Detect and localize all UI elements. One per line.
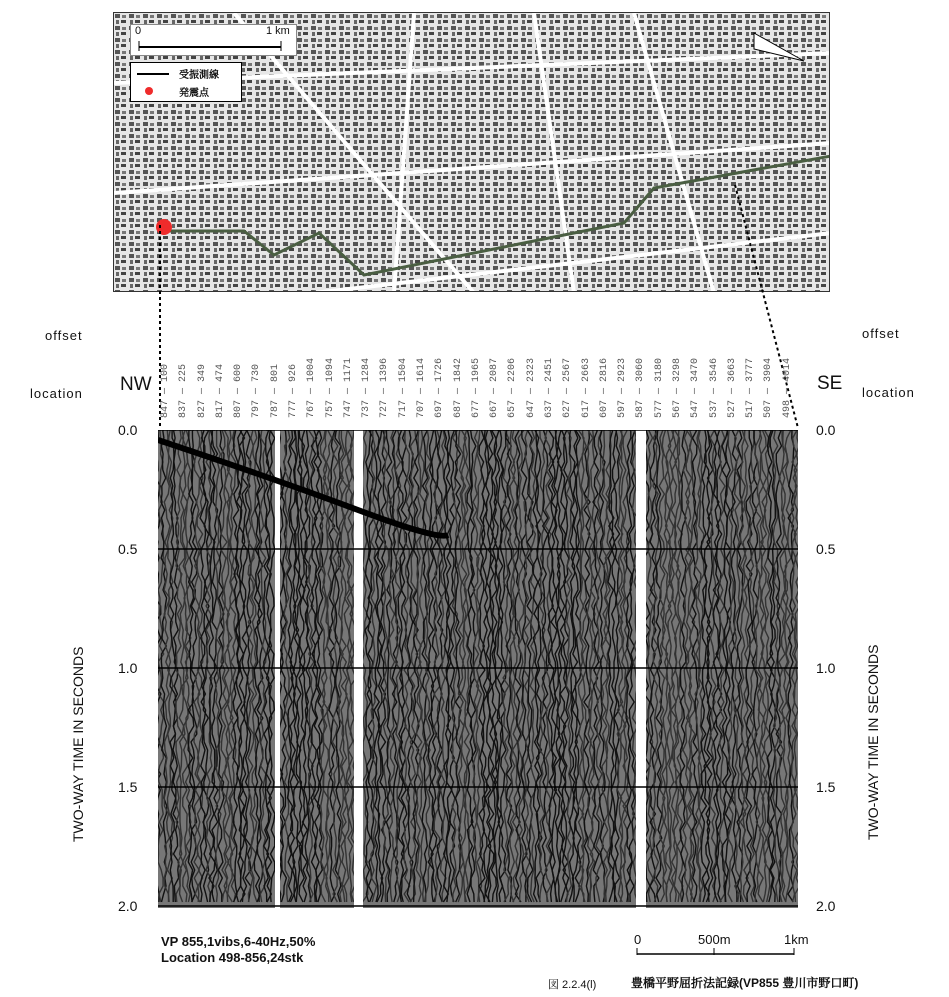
trace-label-text: 717 — 1504 [397, 357, 409, 418]
trace-label-text: 797 — 730 [251, 363, 263, 418]
trace-label-text: 577 — 3180 [653, 357, 665, 418]
time-tick: 1.5 [118, 779, 138, 795]
trace-label-text: 627 — 2567 [562, 357, 574, 418]
time-tick: 2.0 [118, 898, 138, 914]
time-tick: 1.5 [816, 779, 836, 795]
section-scale-bar [634, 932, 809, 956]
trace-label-text: 647 — 2323 [525, 357, 537, 418]
trace-label-text: 837 — 225 [178, 363, 190, 418]
trace-label-text: 777 — 926 [288, 363, 299, 418]
acquisition-params: VP 855,1vibs,6-40Hz,50% [161, 934, 316, 949]
trace-label-text: 757 — 1094 [324, 357, 336, 418]
legend-receiver-line: 受振測線 [179, 70, 219, 81]
trace-label-text: 637 — 2451 [544, 357, 555, 418]
time-tick: 1.0 [816, 660, 836, 676]
trace-label-text: 677 — 1965 [470, 357, 482, 418]
location-params: Location 498-856,24stk [161, 950, 304, 965]
trace-label-text: 617 — 2663 [580, 357, 592, 418]
trace-label-text: 587 — 3060 [635, 357, 647, 418]
trace-label-text: 707 — 1614 [416, 357, 427, 418]
trace-label-text: 737 — 1284 [361, 357, 373, 418]
nw-label: NW [120, 374, 152, 395]
trace-label-text: 567 — 3298 [672, 357, 683, 418]
trace-label-text: 607 — 2816 [598, 357, 610, 418]
trace-label-text: 498 — 4014 [781, 357, 793, 418]
location-label-left: location [30, 386, 83, 401]
trace-labels [158, 318, 798, 428]
trace-label-text: 727 — 1396 [379, 357, 391, 418]
trace-label-text: 817 — 474 [214, 363, 226, 418]
se-label: SE [817, 373, 843, 394]
time-tick: 2.0 [816, 898, 836, 914]
scale-500m: 500m [698, 932, 731, 947]
trace-label-text: 687 — 1842 [452, 357, 464, 418]
y-axis-label-left: TWO-WAY TIME IN SECONDS [70, 646, 86, 842]
trace-label-text: 547 — 3470 [690, 357, 702, 418]
trace-label-text: 527 — 3663 [726, 357, 738, 418]
trace-label-text: 847 — 100 [160, 363, 171, 418]
time-tick: 0.5 [118, 541, 138, 557]
figure-number: 図 2.2.4(l) [548, 979, 597, 991]
y-axis-label-right: TWO-WAY TIME IN SECONDS [865, 644, 881, 840]
trace-label-text: 657 — 2206 [507, 357, 519, 418]
trace-label-text: 827 — 349 [196, 363, 208, 418]
figure-title: 豊橋平野屈折法記録(VP855 豊川市野口町) [631, 976, 859, 990]
trace-label-text: 667 — 2087 [489, 357, 501, 418]
scale-zero: 0 [634, 932, 642, 947]
trace-label [782, 318, 806, 428]
trace-label-text: 807 — 600 [233, 363, 245, 418]
time-tick: 1.0 [118, 660, 138, 676]
time-tick: 0.0 [118, 422, 138, 438]
legend-source-point: 発震点 [179, 88, 209, 99]
trace-label-text: 537 — 3546 [708, 357, 720, 418]
time-tick: 0.0 [816, 422, 836, 438]
trace-label-text: 767 — 1004 [306, 357, 318, 418]
trace-label-text: 597 — 2923 [617, 357, 629, 418]
time-tick: 0.5 [816, 541, 836, 557]
trace-label-text: 697 — 1726 [434, 357, 446, 418]
offset-label-left: offset [45, 328, 83, 343]
offset-label-right: offset [862, 326, 900, 341]
map-scale-km: 1 km [266, 25, 290, 37]
seismic-traces [158, 430, 798, 908]
trace-label-text: 507 — 3904 [763, 357, 775, 418]
map-scale-zero: 0 [135, 25, 142, 37]
location-label-right: location [862, 385, 915, 400]
seismic-record [158, 430, 798, 908]
trace-label-text: 787 — 801 [269, 363, 281, 418]
scale-1km: 1km [784, 932, 809, 947]
trace-label-text: 517 — 3777 [745, 357, 757, 418]
trace-label-text: 747 — 1171 [342, 357, 354, 418]
